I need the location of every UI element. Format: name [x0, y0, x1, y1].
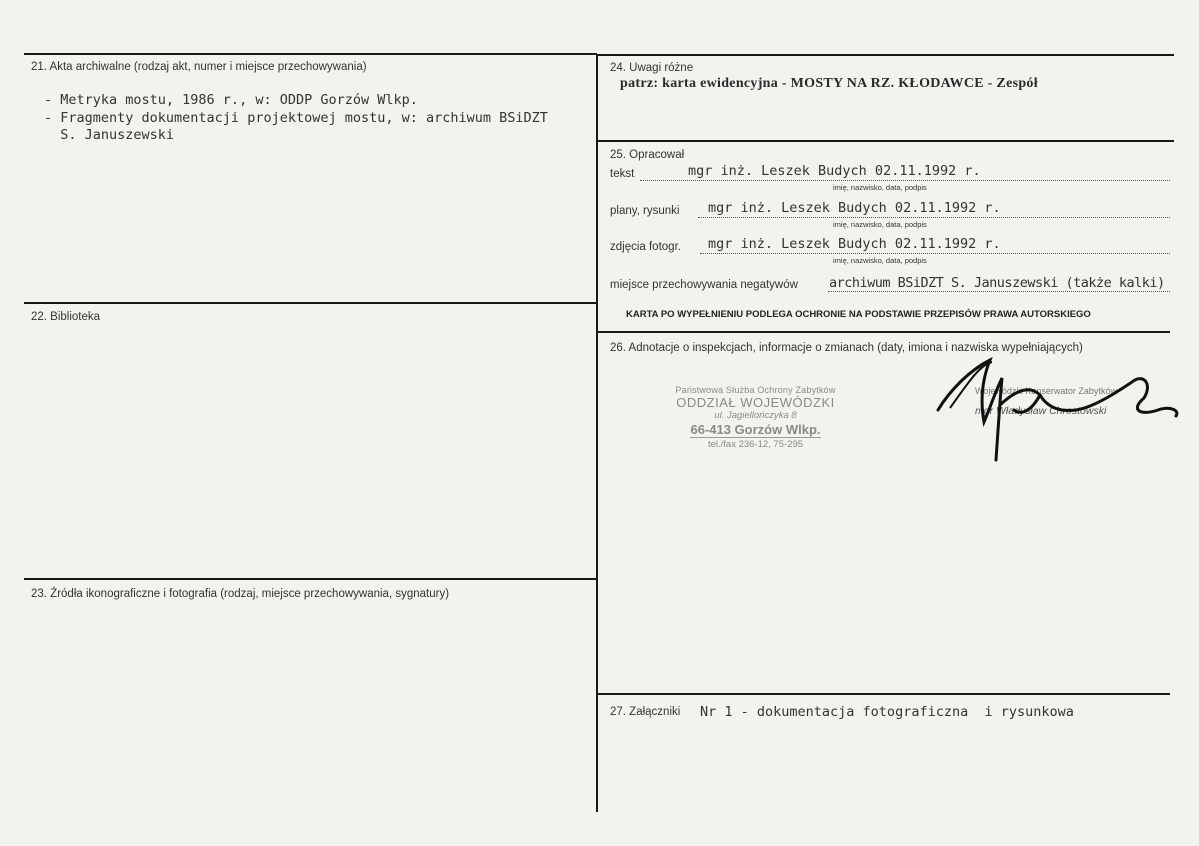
row-tekst-line: [640, 180, 1170, 181]
section-22-heading: 22. Biblioteka: [31, 311, 101, 323]
section-27-value: Nr 1 - dokumentacja fotograficzna i rysunkowa: [700, 704, 1074, 720]
office-stamp-line-5: tel./fax 236-12, 75-295: [707, 439, 804, 450]
row-tekst-label: tekst: [610, 168, 635, 180]
rule-26-27: [598, 693, 1170, 695]
section-21-line-2: - Fragmenty dokumentacji projektowej mostu, w: archiwum BSiDZT: [44, 110, 548, 126]
conservator-stamp-name: mgr Władysław Chrostowski: [975, 405, 1107, 417]
office-stamp-line-3: ul. Jagiellończyka 8: [714, 410, 797, 421]
office-stamp-line-1: Państwowa Służba Ochrony Zabytków: [675, 385, 836, 395]
rule-24-25: [598, 140, 1174, 142]
section-21-line-1: - Metryka mostu, 1986 r., w: ODDP Gorzów Wlkp.: [44, 92, 418, 108]
top-rule-right: [597, 54, 1174, 56]
row-zdjecia-caption: imię, nazwisko, data, podpis: [833, 256, 927, 265]
signature: [930, 350, 1190, 465]
row-zdjecia-label: zdjęcia fotogr.: [610, 241, 681, 253]
negatives-label: miejsce przechowywania negatywów: [610, 279, 798, 291]
rule-21-22: [24, 302, 596, 304]
section-24-heading: 24. Uwagi różne: [610, 62, 694, 74]
row-tekst-value: mgr inż. Leszek Budych 02.11.1992 r.: [688, 163, 981, 179]
row-plany-value: mgr inż. Leszek Budych 02.11.1992 r.: [708, 200, 1001, 216]
negatives-line: [828, 291, 1170, 292]
section-21-line-3: S. Januszewski: [44, 127, 175, 143]
row-zdjecia-line: [700, 253, 1170, 254]
row-tekst-caption: imię, nazwisko, data, podpis: [833, 183, 927, 192]
conservator-stamp-title: Wojewódzki Konserwator Zabytków: [975, 386, 1117, 396]
row-plany-caption: imię, nazwisko, data, podpis: [833, 220, 927, 229]
rule-22-23: [24, 578, 596, 580]
row-zdjecia-value: mgr inż. Leszek Budych 02.11.1992 r.: [708, 236, 1001, 252]
section-25-heading: 25. Opracował: [610, 149, 685, 161]
section-27-heading: 27. Załączniki: [610, 706, 681, 718]
office-stamp-line-2: ODDZIAŁ WOJEWÓDZKI: [676, 395, 835, 410]
section-26-heading: 26. Adnotacje o inspekcjach, informacje o zmianach (daty, imiona i nazwiska wypełniających): [610, 342, 1083, 354]
office-stamp-line-4: 66-413 Gorzów Wlkp.: [690, 422, 821, 437]
section-21-heading: 21. Akta archiwalne (rodzaj akt, numer i miejsce przechowywania): [31, 61, 367, 73]
copyright-notice: KARTA PO WYPEŁNIENIU PODLEGA OCHRONIE NA PODSTAWIE PRZEPISÓW PRAWA AUTORSKIEGO: [626, 309, 1091, 320]
negatives-value: archiwum BSiDZT S. Januszewski (także kalki): [829, 275, 1165, 291]
row-plany-line: [698, 217, 1170, 218]
section-24-text: patrz: karta ewidencyjna - MOSTY NA RZ. KŁODAWCE - Zespół: [620, 76, 1038, 91]
center-divider: [596, 54, 598, 812]
row-plany-label: plany, rysunki: [610, 205, 680, 217]
section-23-heading: 23. Źródła ikonograficzne i fotografia (rodzaj, miejsce przechowywania, sygnatury): [31, 588, 450, 600]
office-stamp: [668, 385, 843, 450]
top-rule-left: [24, 53, 597, 55]
rule-25-26: [598, 331, 1170, 333]
